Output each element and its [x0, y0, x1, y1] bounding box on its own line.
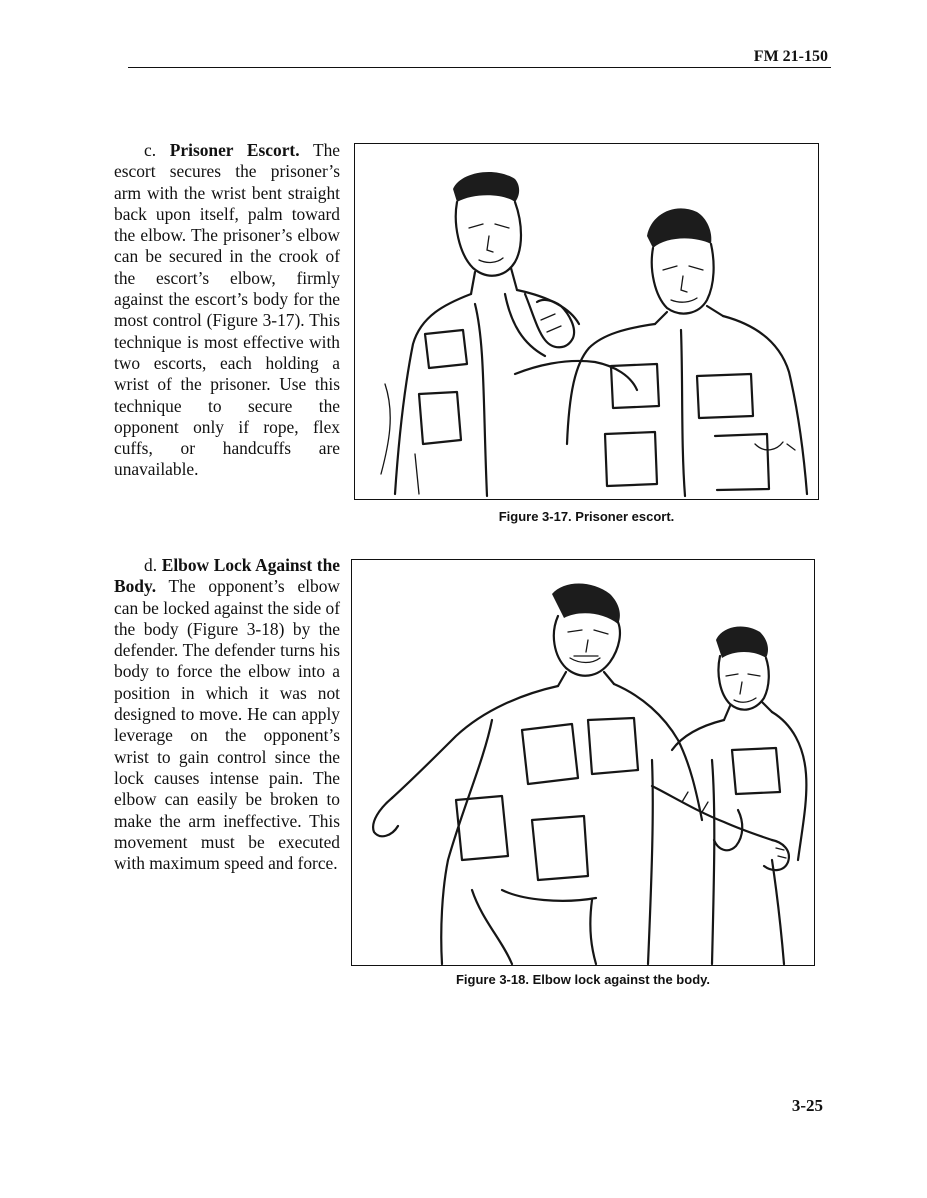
paragraph-prisoner-escort [114, 140, 340, 481]
paragraph-elbow-lock [114, 555, 340, 874]
section-body: The opponent’s elbow can be locked against the side of the body (Figure 3-18) by the defender. The defender turns his body to force the elbow into a position in which it was not designed to move. He can apply leverage on the opponent’s wrist to gain control since the lock causes intense pain. The elbow can easily be broken to make the arm ineffective. This movement must be executed with maximum speed and force. [114, 576, 340, 874]
header-rule [128, 67, 831, 68]
figure-3-18-frame [351, 559, 815, 966]
document-code: FM 21-150 [753, 48, 828, 65]
figure-3-17-frame [354, 143, 819, 500]
section-label: d. [144, 555, 158, 575]
section-heading: Prisoner Escort. [169, 140, 300, 160]
page-number: 3-25 [791, 1096, 823, 1115]
figure-3-17-caption: Figure 3-17. Prisoner escort. [498, 509, 675, 524]
figure-3-18-caption: Figure 3-18. Elbow lock against the body. [455, 972, 711, 987]
section-label: c. [144, 140, 157, 160]
elbow-lock-illustration [352, 560, 814, 965]
section-heading: Elbow Lock Against the Body. [114, 555, 340, 597]
prisoner-escort-illustration [355, 144, 818, 499]
section-body: The escort secures the prisoner’s arm with the wrist bent straight back upon itself, palm toward the elbow. The prisoner’s elbow can be secured in the crook of the escort’s elbow, firmly against the escort’s body for the most control (Figure 3-17). This technique is most effective with two escorts, each holding a wrist of the prisoner. Use this technique to secure the opponent only if rope, flex cuffs, or handcuffs are unavailable. [114, 140, 340, 480]
